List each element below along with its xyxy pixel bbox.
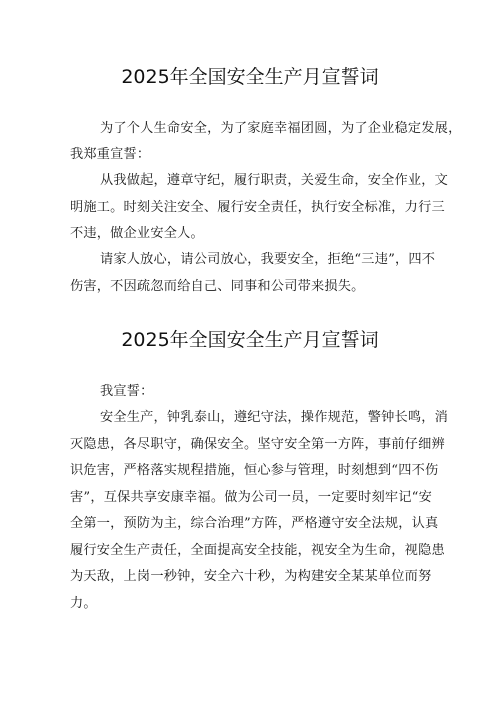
section-2-line-6: 全第一，预防为主，综合治理”方阵，严格遵守安全法规，认真 bbox=[70, 516, 439, 531]
section-1-line-2: 我郑重宣誓： bbox=[70, 147, 151, 162]
section-1-title: 2025年全国安全生产月宣誓词 bbox=[121, 66, 379, 88]
section-2-line-4: 识危害，严格落实规程措施，恒心参与管理，时刻想到“四不伤 bbox=[70, 463, 439, 478]
section-1-line-1: 为了个人生命安全，为了家庭幸福团圆，为了企业稳定发展， bbox=[100, 121, 462, 136]
section-2-line-8: 为天敌，上岗一秒钟，安全六十秒，为构建安全某某单位而努 bbox=[70, 569, 432, 584]
section-2-line-5: 害”，互保共享安康幸福。做为公司一员，一定要时刻牢记“安 bbox=[70, 490, 432, 505]
section-2-title: 2025年全国安全生产月宣誓词 bbox=[121, 329, 379, 351]
section-1-line-6: 请家人放心，请公司放心，我要安全，拒绝“三违”，四不 bbox=[100, 252, 436, 267]
section-2-line-9: 力。 bbox=[70, 596, 97, 611]
section-1-line-7: 伤害，不因疏忽而给自己、同事和公司带来损失。 bbox=[70, 279, 365, 294]
section-1-line-3: 从我做起，遵章守纪，履行职责，关爱生命，安全作业，文 bbox=[100, 173, 449, 188]
section-1-line-4: 明施工。时刻关注安全、履行安全责任，执行安全标准，力行三 bbox=[70, 200, 445, 215]
section-2-line-1: 我宣誓： bbox=[100, 384, 154, 399]
section-1-line-5: 不违，做企业安全人。 bbox=[70, 226, 204, 241]
section-2-line-7: 履行安全生产责任，全面提高安全技能，视安全为生命，视隐患 bbox=[70, 543, 445, 558]
section-2-line-3: 灭隐患，各尽职守，确保安全。坚守安全第一方阵，事前仔细辨 bbox=[70, 437, 445, 452]
section-2-line-2: 安全生产，钟乳泰山，遵纪守法，操作规范，警钟长鸣，消 bbox=[100, 410, 449, 425]
